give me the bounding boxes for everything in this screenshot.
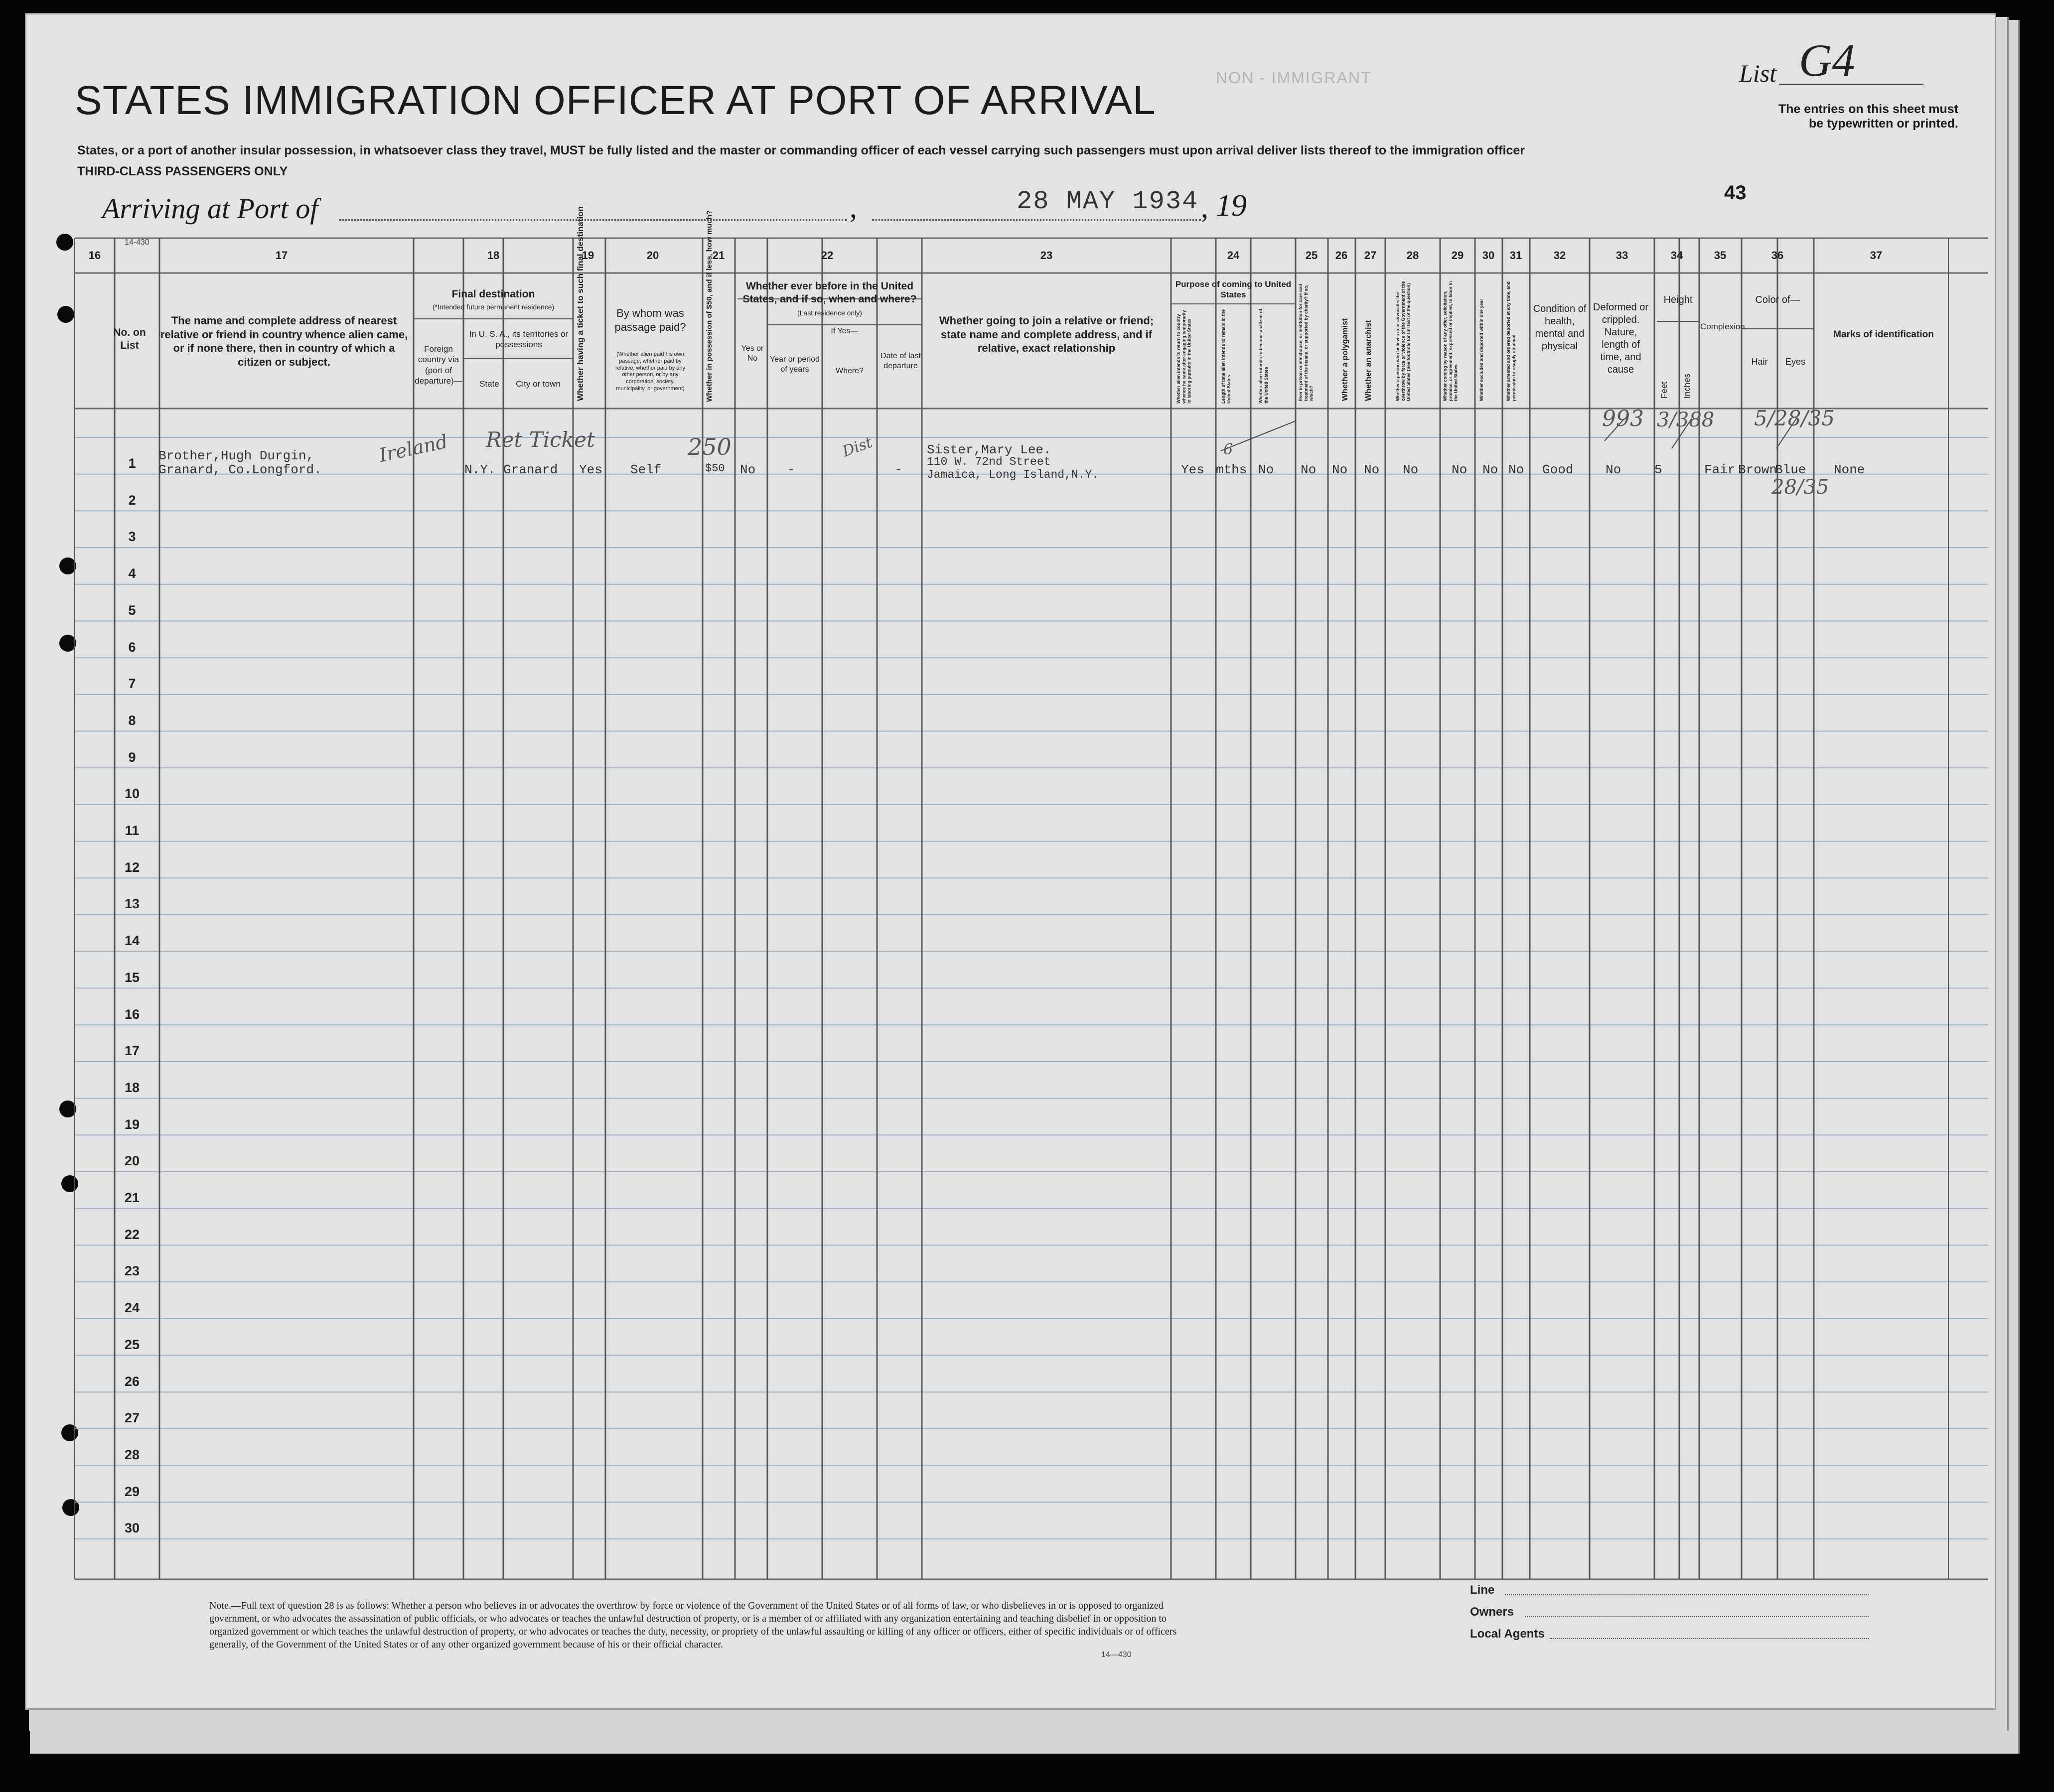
handwritten-dist: Dist xyxy=(840,433,875,461)
length-of-stay-value: mths xyxy=(1216,462,1247,477)
anarchist-value: No xyxy=(1364,462,1380,477)
row-number: 7 xyxy=(128,676,136,691)
handwritten-code-993: 993 xyxy=(1602,406,1644,431)
header-marks: Marks of identification xyxy=(1833,329,1934,340)
header-nearest-relative: The name and complete address of nearest relative or friend in country whence alien came, or if none there, then in country of which a citizen or subject. xyxy=(160,314,408,368)
header-ticket: Whether having a ticket to such final destination xyxy=(576,206,585,401)
column-number: 35 xyxy=(1714,249,1727,262)
header-arrested-deported: Whether arrested and ordered deported at any time, and permission to reapply obtained xyxy=(1506,281,1516,401)
header-health: Condition of health, mental and physical xyxy=(1533,303,1587,352)
relative-line-2: Granard, Co.Longford. xyxy=(158,462,322,477)
header-state: State xyxy=(479,379,499,389)
row-number: 8 xyxy=(128,712,136,728)
header-feet: Feet xyxy=(1659,381,1669,399)
subtitle-line-2: THIRD-CLASS PASSENGERS ONLY xyxy=(77,164,288,178)
header-eyes: Eyes xyxy=(1785,357,1806,367)
column-number: 34 xyxy=(1670,249,1683,262)
header-hair: Hair xyxy=(1751,357,1768,367)
row-number: 11 xyxy=(125,823,140,838)
row-number: 14 xyxy=(124,933,140,949)
comma: , xyxy=(1201,191,1208,224)
agents-dotted xyxy=(1550,1638,1869,1639)
header-labor-offer: Whether coming by reason of any offer, solicitation, promise, or agreement, expressed or implied, to labor in the United States xyxy=(1443,281,1459,401)
deformed-value: No xyxy=(1606,462,1621,477)
footnote: Note.—Full text of question 28 is as follows: Whether a person who believes in or advocates the overthrow by force or violence of the Government of the United States or of all forms of law, or who disbelieves in or is opposed to organized government, or who advocates the assassination of public officials, or who advocates or teaches the unlawful destruction of property, or is a member of or affiliated with any organization entertaining and teaching disbelief in or opposition to organized government or which teaches the unlawful destruction of property, or who advocates or teaches the duty, necessity, or propriety of the unlawful assaulting or killing of any officer or officers, either of specific individuals or of officers generally, of the Government of the United States or of any other organized government because of his or their official character. xyxy=(209,1600,1177,1650)
sheet-number: 43 xyxy=(1724,182,1747,204)
row-number: 22 xyxy=(124,1227,140,1242)
row-number: 18 xyxy=(124,1080,140,1095)
handwritten-six: 6 xyxy=(1223,441,1233,458)
row-number: 5 xyxy=(128,602,136,618)
row-number: 9 xyxy=(128,749,136,765)
header-become-citizen: Whether alien intends to become a citizen of the United States xyxy=(1258,308,1269,404)
header-ever-before: Whether ever before in the United States, and if so, when and where? xyxy=(742,280,917,305)
column-number: 23 xyxy=(1040,249,1053,262)
column-number: 16 xyxy=(88,249,101,262)
header-height: Height xyxy=(1663,294,1693,305)
row-number: 26 xyxy=(124,1374,140,1389)
list-number: G4 xyxy=(1799,35,1855,86)
header-color-of: Color of— xyxy=(1755,294,1800,305)
column-number: 18 xyxy=(487,249,500,262)
header-complexion: Complexion xyxy=(1700,322,1745,331)
comma: , xyxy=(850,191,857,224)
owners-dotted xyxy=(1525,1616,1869,1617)
column-number: 32 xyxy=(1553,249,1566,262)
row-number: 1 xyxy=(128,456,136,471)
header-ever-before-note: (Last residence only) xyxy=(797,309,862,317)
header-purpose-return: Whether alien intends to return to country whence he came after engaging temporarily in laboring pursuits in the United States xyxy=(1176,310,1192,404)
overthrow-value: No xyxy=(1403,462,1419,477)
subtitle-line-1: States, or a port of another insular possession, in whatsoever class they travel, MUST be fully listed and the master or commanding officer of each vessel carrying such passengers must upon arrival deliver lists thereof to the immigration officer xyxy=(77,143,1525,157)
row-number: 23 xyxy=(124,1263,140,1279)
row-number: 28 xyxy=(124,1447,140,1462)
row-number: 3 xyxy=(128,529,136,545)
header-final-destination: Final destination xyxy=(451,288,535,300)
purpose-return-value: Yes xyxy=(1181,462,1204,477)
row-number: 25 xyxy=(124,1337,140,1352)
marks-value: None xyxy=(1834,462,1865,477)
row-number: 4 xyxy=(128,566,136,581)
footer-form-code: 14—430 xyxy=(1101,1651,1132,1659)
handwritten-ret-ticket: Ret Ticket xyxy=(486,427,595,452)
row-number: 16 xyxy=(124,1006,140,1022)
header-anarchist: Whether an anarchist xyxy=(1364,320,1373,401)
arriving-label: Arriving at Port of xyxy=(102,192,318,225)
row-number: 20 xyxy=(124,1153,140,1169)
header-in-usa: In U. S. A., its territories or possessions xyxy=(469,329,569,350)
column-number: 22 xyxy=(821,249,834,262)
owners-label: Owners xyxy=(1470,1605,1514,1619)
header-going-to-join: Whether going to join a relative or friend; state name and complete address, and if relative, exact relationship xyxy=(939,314,1154,354)
column-number: 27 xyxy=(1364,249,1377,262)
paid-by-value: Self xyxy=(630,462,662,477)
ticket-value: Yes xyxy=(579,462,602,477)
join-line-1: Sister,Mary Lee. xyxy=(927,442,1051,457)
header-purpose: Purpose of coming to United States xyxy=(1175,279,1292,300)
row-number: 13 xyxy=(124,896,140,912)
header-length-of-stay: Length of time alien intends to remain in the United States xyxy=(1221,309,1231,404)
column-number: 21 xyxy=(712,249,725,262)
line-dotted xyxy=(1505,1594,1869,1595)
labor-offer-value: No xyxy=(1452,462,1467,477)
polygamist-value: No xyxy=(1332,462,1348,477)
header-overthrow: Whether a person who believes in or advocates the overthrow by force or violence of the Government of the United States (See footnote for full text of the question) xyxy=(1395,281,1411,401)
hair-value: Brown xyxy=(1738,462,1777,477)
header-where: Where? xyxy=(835,367,864,375)
local-agents-label: Local Agents xyxy=(1470,1627,1545,1641)
row-number: 29 xyxy=(124,1484,140,1499)
header-passage-paid-note: (Whether alien paid his own passage, whether paid by relative, whether paid by any other person, or by any corporation, society, municipality, or government) xyxy=(615,351,686,392)
line-label: Line xyxy=(1470,1583,1495,1597)
header-if-yes: If Yes— xyxy=(831,327,859,335)
column-number: 37 xyxy=(1870,249,1883,262)
column-number: 36 xyxy=(1771,249,1784,262)
list-label: List xyxy=(1739,59,1777,87)
handwritten-code-388: 3/388 xyxy=(1657,409,1715,431)
page-title: STATES IMMIGRATION OFFICER AT PORT OF ARRIVAL xyxy=(75,78,1156,123)
date-stamp: 28 MAY 1934 xyxy=(1017,187,1199,216)
column-number: 30 xyxy=(1482,249,1495,262)
row-number: 30 xyxy=(124,1520,140,1536)
header-passage-paid: By whom was passage paid? xyxy=(614,307,686,333)
destination-state: N.Y. xyxy=(464,462,496,477)
join-line-3: Jamaica, Long Island,N.Y. xyxy=(927,468,1099,481)
date-departure-value: - xyxy=(894,462,902,477)
row-number: 19 xyxy=(124,1116,140,1132)
row-number: 2 xyxy=(128,492,136,508)
row-number: 6 xyxy=(128,639,136,655)
column-number: 26 xyxy=(1335,249,1348,262)
prison-value: No xyxy=(1301,462,1317,477)
complexion-value: Fair xyxy=(1704,462,1736,477)
row-number: 24 xyxy=(124,1300,140,1316)
entries-line-1: The entries on this sheet must xyxy=(1778,102,1958,116)
column-number: 17 xyxy=(275,249,288,262)
row-number: 17 xyxy=(124,1043,140,1059)
health-value: Good xyxy=(1542,462,1574,477)
header-possession-50: Whether in possession of $50, and if less, how much? xyxy=(705,210,714,402)
header-excluded-deported: Whether excluded and deported within one year xyxy=(1479,298,1484,401)
header-foreign-country: Foreign country via (port of departure)— xyxy=(415,344,462,386)
column-number: 20 xyxy=(646,249,659,262)
header-final-destination-note: (*Intended future permanent residence) xyxy=(432,303,555,311)
header-prison-almshouse: Ever in prison or almshouse, or institution for care and treatment of the insane, or supported by charity? If so, which? xyxy=(1298,283,1314,401)
relative-line-1: Brother,Hugh Durgin, xyxy=(158,448,314,463)
header-year-period: Year or period of years xyxy=(770,355,820,374)
year-prefix: 19 xyxy=(1216,189,1247,223)
row-number: 12 xyxy=(124,859,140,875)
become-citizen-value: No xyxy=(1258,462,1274,477)
column-number: 28 xyxy=(1406,249,1419,262)
non-immigrant-stamp: NON - IMMIGRANT xyxy=(1216,69,1372,87)
header-date-departure: Date of last departure xyxy=(880,352,921,370)
destination-city: Granard xyxy=(503,462,558,477)
column-number: 24 xyxy=(1227,249,1240,262)
row-number: 21 xyxy=(124,1190,140,1205)
feet-value: 5 xyxy=(1654,462,1662,477)
excluded-value: No xyxy=(1482,462,1498,477)
money-value: $50 xyxy=(705,462,725,475)
column-number: 19 xyxy=(582,249,594,262)
row-number: 15 xyxy=(124,969,140,985)
form-code: 14-430 xyxy=(125,238,149,247)
header-deformed: Deformed or crippled. Nature, length of time, and cause xyxy=(1593,302,1649,375)
handwritten-code-5-28-35: 5/28/35 xyxy=(1754,406,1835,430)
handwritten-money: 250 xyxy=(688,433,732,460)
header-yes-or-no: Yes or No xyxy=(741,344,764,363)
entries-line-2: be typewritten or printed. xyxy=(1808,117,1958,131)
join-line-2: 110 W. 72nd Street xyxy=(927,455,1051,468)
column-number: 29 xyxy=(1451,249,1464,262)
arrested-value: No xyxy=(1508,462,1524,477)
header-polygamist: Whether a polygamist xyxy=(1341,318,1349,401)
eyes-value: Blue xyxy=(1775,462,1806,477)
header-no-on-list: No. on List xyxy=(113,327,146,352)
handwritten-foreign-country: Ireland xyxy=(377,430,450,466)
row-number: 27 xyxy=(124,1410,140,1426)
column-number: 31 xyxy=(1509,249,1522,262)
column-number: 25 xyxy=(1305,249,1318,262)
before-in-us-value: No xyxy=(740,462,756,477)
column-number: 33 xyxy=(1615,249,1628,262)
handwritten-code-28-35: 28/35 xyxy=(1771,476,1829,499)
row-number: 10 xyxy=(124,786,140,802)
year-period-value: - xyxy=(787,462,795,477)
header-inches: Inches xyxy=(1682,373,1692,399)
header-city: City or town xyxy=(516,379,561,389)
